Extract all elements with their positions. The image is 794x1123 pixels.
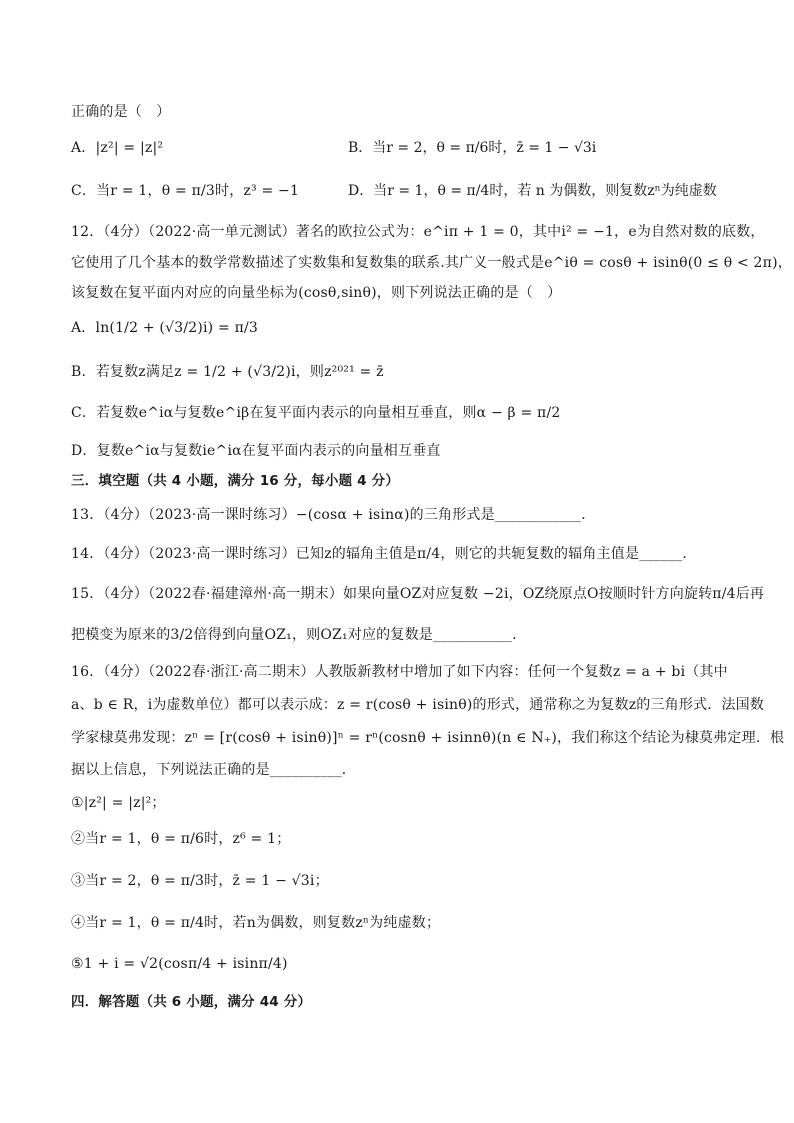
question-16-line-2: a、b ∈ R，i为虚数单位）都可以表示成：z = r(cosθ + isinθ)的形式，通常称之为复数z的三角形式．法国数 [71, 697, 765, 713]
question-16-line-4: 据以上信息，下列说法正确的是__________． [71, 762, 356, 778]
q16-statement-4: ④当r = 1，θ = π/4时，若n为偶数，则复数zⁿ为纯虚数； [71, 915, 441, 931]
question-12-line-1: 12．（4分）（2022·高一单元测试）著名的欧拉公式为：e^iπ + 1 = 0，其中i² = −1，e为自然对数的底数， [71, 224, 765, 240]
question-15-line-2: 把模变为原来的3/2倍得到向量OZ₁，则OZ₁对应的复数是___________． [71, 627, 527, 643]
question-13: 13．（4分）（2023·高一课时练习）−(cosα + isinα)的三角形式是____________． [71, 507, 596, 523]
section-3-heading: 三．填空题（共 4 小题，满分 16 分，每小题 4 分） [71, 473, 400, 489]
q16-statement-5: ⑤1 + i = √2(cosπ/4 + isinπ/4) [71, 956, 288, 972]
q11-option-a: A．|z²| = |z|² [71, 140, 164, 156]
question-12-line-3: 该复数在复平面内对应的向量坐标为(cosθ,sinθ)，则下列说法正确的是（ ） [71, 285, 562, 301]
q11-option-d: D．当r = 1，θ = π/4时，若 n 为偶数，则复数zⁿ为纯虚数 [348, 183, 717, 199]
q12-option-d: D．复数e^iα与复数ie^iα在复平面内表示的向量相互垂直 [71, 443, 441, 459]
q11-option-b: B．当r = 2，θ = π/6时，z̄ = 1 − √3i [348, 140, 597, 156]
q12-option-b: B．若复数z满足z = 1/2 + (√3/2)i，则z²⁰²¹ = z̄ [71, 364, 384, 380]
section-4-heading: 四．解答题（共 6 小题，满分 44 分） [71, 994, 312, 1010]
q16-statement-3: ③当r = 2，θ = π/3时，z̄ = 1 − √3i； [71, 873, 329, 889]
question-14: 14．（4分）（2023·高一课时练习）已知z的辐角主值是π/4，则它的共轭复数的辐角主值是______． [71, 546, 697, 562]
q16-statement-2: ②当r = 1，θ = π/6时，z⁶ = 1； [71, 831, 291, 847]
question-12-line-2: 它使用了几个基本的数学常数描述了实数集和复数集的联系.其广义一般式是e^iθ = cosθ + isinθ(0 ≤ θ < 2π)， [71, 255, 792, 271]
q12-option-a: A．ln(1/2 + (√3/2)i) = π/3 [71, 320, 258, 336]
question-15-line-1: 15．（4分）（2022春·福建漳州·高一期末）如果向量OZ对应复数 −2i，OZ绕原点O按顺时针方向旋转π/4后再 [71, 586, 765, 602]
question-16-line-3: 学家棣莫弗发现：zⁿ = [r(cosθ + isinθ)]ⁿ = rⁿ(cosnθ + isinnθ)(n ∈ N₊)，我们称这个结论为棣莫弗定理．根 [71, 730, 785, 746]
q11-option-c: C．当r = 1，θ = π/3时，z³ = −1 [71, 183, 300, 199]
q16-statement-1: ①|z²| = |z|²； [71, 795, 166, 811]
q12-option-c: C．若复数e^iα与复数e^iβ在复平面内表示的向量相互垂直，则α − β = π/2 [71, 405, 561, 421]
question-16-line-1: 16．（4分）（2022春·浙江·高二期末）人教版新教材中增加了如下内容：任何一个复数z = a + bi（其中 [71, 664, 728, 680]
question-11-stem-tail: 正确的是（ ） [71, 104, 171, 120]
